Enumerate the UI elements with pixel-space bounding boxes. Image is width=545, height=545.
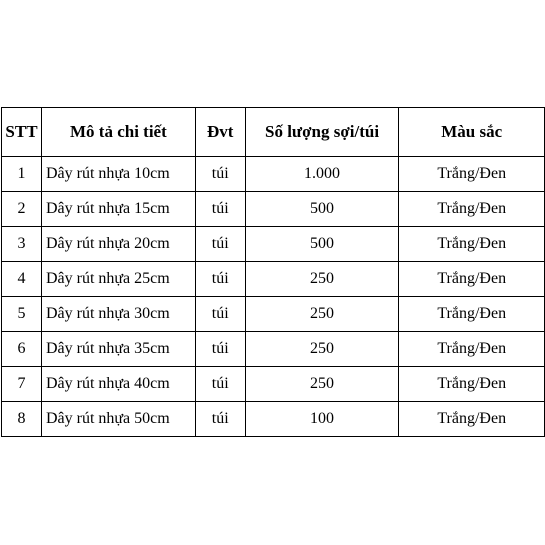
cell-description: Dây rút nhựa 10cm bbox=[41, 157, 195, 192]
cell-description: Dây rút nhựa 25cm bbox=[41, 262, 195, 297]
cell-color: Trắng/Đen bbox=[399, 332, 545, 367]
cell-unit: túi bbox=[195, 332, 245, 367]
cell-stt: 2 bbox=[2, 192, 42, 227]
cell-quantity: 500 bbox=[245, 192, 399, 227]
header-unit: Đvt bbox=[195, 108, 245, 157]
cell-description: Dây rút nhựa 50cm bbox=[41, 402, 195, 437]
table-row bbox=[2, 367, 545, 402]
cell-description: Dây rút nhựa 30cm bbox=[41, 297, 195, 332]
cell-color: Trắng/Đen bbox=[399, 192, 545, 227]
cell-stt: 8 bbox=[2, 402, 42, 437]
cell-color: Trắng/Đen bbox=[399, 297, 545, 332]
table-row bbox=[2, 262, 545, 297]
cell-quantity: 250 bbox=[245, 367, 399, 402]
cell-quantity: 250 bbox=[245, 297, 399, 332]
cell-stt: 1 bbox=[2, 157, 42, 192]
cell-quantity: 250 bbox=[245, 262, 399, 297]
cell-unit: túi bbox=[195, 157, 245, 192]
cell-unit: túi bbox=[195, 227, 245, 262]
cell-description: Dây rút nhựa 15cm bbox=[41, 192, 195, 227]
cell-color: Trắng/Đen bbox=[399, 367, 545, 402]
cell-stt: 5 bbox=[2, 297, 42, 332]
cell-stt: 3 bbox=[2, 227, 42, 262]
cell-stt: 6 bbox=[2, 332, 42, 367]
table-row bbox=[2, 227, 545, 262]
cell-quantity: 500 bbox=[245, 227, 399, 262]
cell-color: Trắng/Đen bbox=[399, 402, 545, 437]
cell-color: Trắng/Đen bbox=[399, 227, 545, 262]
cell-unit: túi bbox=[195, 262, 245, 297]
table-row bbox=[2, 192, 545, 227]
cell-unit: túi bbox=[195, 297, 245, 332]
table-row bbox=[2, 297, 545, 332]
table-row bbox=[2, 157, 545, 192]
header-row bbox=[2, 108, 545, 157]
header-quantity: Số lượng sợi/túi bbox=[245, 108, 399, 157]
cell-quantity: 1.000 bbox=[245, 157, 399, 192]
cell-stt: 4 bbox=[2, 262, 42, 297]
table-row bbox=[2, 332, 545, 367]
cell-unit: túi bbox=[195, 402, 245, 437]
header-description: Mô tả chi tiết bbox=[41, 108, 195, 157]
cell-description: Dây rút nhựa 35cm bbox=[41, 332, 195, 367]
table-row bbox=[2, 402, 545, 437]
product-spec-table bbox=[1, 107, 545, 437]
cell-quantity: 100 bbox=[245, 402, 399, 437]
cell-color: Trắng/Đen bbox=[399, 262, 545, 297]
cell-quantity: 250 bbox=[245, 332, 399, 367]
header-color: Màu sắc bbox=[399, 108, 545, 157]
cell-stt: 7 bbox=[2, 367, 42, 402]
cell-description: Dây rút nhựa 40cm bbox=[41, 367, 195, 402]
header-stt: STT bbox=[2, 108, 42, 157]
cell-description: Dây rút nhựa 20cm bbox=[41, 227, 195, 262]
cell-unit: túi bbox=[195, 367, 245, 402]
cell-unit: túi bbox=[195, 192, 245, 227]
cell-color: Trắng/Đen bbox=[399, 157, 545, 192]
